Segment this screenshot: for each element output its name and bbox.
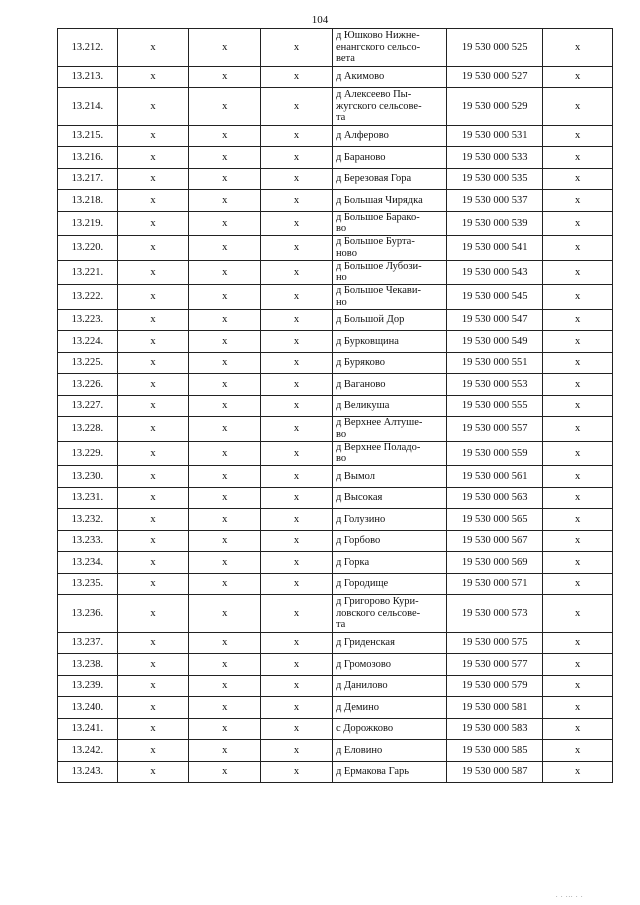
oktmo-code: 19 530 000 549: [447, 331, 543, 353]
settlement-name: д Высокая: [332, 487, 446, 509]
table-row: [58, 125, 613, 147]
cell-x: x: [189, 66, 261, 88]
table-row: [58, 168, 613, 190]
cell-x: x: [261, 88, 333, 126]
row-number: 13.221.: [58, 260, 118, 285]
row-number: 13.222.: [58, 285, 118, 310]
settlement-name: д Горбово: [332, 530, 446, 552]
settlement-name: д Голузино: [332, 509, 446, 531]
settlement-name: д Акимово: [332, 66, 446, 88]
row-number: 13.231.: [58, 487, 118, 509]
table-row: [58, 697, 613, 719]
table-row: [58, 211, 613, 236]
cell-x: x: [261, 654, 333, 676]
table-body: [58, 29, 613, 783]
cell-x: x: [189, 697, 261, 719]
oktmo-code: 19 530 000 561: [447, 466, 543, 488]
settlement-name: д Верхнее Поладо- во: [332, 441, 446, 466]
cell-x: x: [261, 331, 333, 353]
settlement-name: д Еловино: [332, 740, 446, 762]
cell-x: x: [117, 595, 189, 633]
cell-x: x: [117, 632, 189, 654]
cell-x: x: [543, 374, 613, 396]
settlement-name: д Большое Барако- во: [332, 211, 446, 236]
row-number: 13.243.: [58, 761, 118, 783]
cell-x: x: [543, 487, 613, 509]
settlement-name: д Большое Бурта- ново: [332, 236, 446, 261]
row-number: 13.230.: [58, 466, 118, 488]
cell-x: x: [117, 654, 189, 676]
table-row: [58, 29, 613, 67]
cell-x: x: [117, 487, 189, 509]
cell-x: x: [543, 761, 613, 783]
row-number: 13.236.: [58, 595, 118, 633]
cell-x: x: [261, 309, 333, 331]
cell-x: x: [543, 168, 613, 190]
table-row: [58, 466, 613, 488]
cell-x: x: [261, 740, 333, 762]
cell-x: x: [261, 675, 333, 697]
oktmo-code: 19 530 000 565: [447, 509, 543, 531]
settlement-name: д Большая Чирядка: [332, 190, 446, 212]
cell-x: x: [189, 761, 261, 783]
settlement-name: д Большое Чекави- но: [332, 285, 446, 310]
settlement-name: д Березовая Гора: [332, 168, 446, 190]
row-number: 13.223.: [58, 309, 118, 331]
table-row: [58, 395, 613, 417]
oktmo-code: 19 530 000 555: [447, 395, 543, 417]
cell-x: x: [117, 260, 189, 285]
row-number: 13.224.: [58, 331, 118, 353]
table-row: [58, 331, 613, 353]
cell-x: x: [261, 285, 333, 310]
cell-x: x: [543, 573, 613, 595]
oktmo-code: 19 530 000 579: [447, 675, 543, 697]
cell-x: x: [189, 190, 261, 212]
settlement-name: д Верхнее Алтуше- во: [332, 417, 446, 442]
settlement-name: д Великуша: [332, 395, 446, 417]
table-row: [58, 740, 613, 762]
row-number: 13.213.: [58, 66, 118, 88]
cell-x: x: [189, 211, 261, 236]
table-row: [58, 88, 613, 126]
row-number: 13.239.: [58, 675, 118, 697]
cell-x: x: [117, 509, 189, 531]
cell-x: x: [117, 168, 189, 190]
cell-x: x: [261, 718, 333, 740]
cell-x: x: [117, 675, 189, 697]
oktmo-code: 19 530 000 529: [447, 88, 543, 126]
table-row: [58, 441, 613, 466]
cell-x: x: [261, 66, 333, 88]
cell-x: x: [189, 487, 261, 509]
cell-x: x: [261, 168, 333, 190]
settlement-name: д Демино: [332, 697, 446, 719]
cell-x: x: [117, 466, 189, 488]
oktmo-code: 19 530 000 559: [447, 441, 543, 466]
cell-x: x: [189, 675, 261, 697]
table-row: [58, 285, 613, 310]
cell-x: x: [189, 125, 261, 147]
oktmo-code: 19 530 000 531: [447, 125, 543, 147]
oktmo-code: 19 530 000 557: [447, 417, 543, 442]
cell-x: x: [543, 740, 613, 762]
table-row: [58, 530, 613, 552]
cell-x: x: [117, 697, 189, 719]
cell-x: x: [189, 632, 261, 654]
cell-x: x: [261, 417, 333, 442]
oktmo-code: 19 530 000 553: [447, 374, 543, 396]
cell-x: x: [543, 441, 613, 466]
cell-x: x: [261, 374, 333, 396]
cell-x: x: [543, 697, 613, 719]
cell-x: x: [189, 374, 261, 396]
cell-x: x: [261, 595, 333, 633]
cell-x: x: [261, 441, 333, 466]
cell-x: x: [117, 29, 189, 67]
row-number: 13.219.: [58, 211, 118, 236]
cell-x: x: [189, 654, 261, 676]
table-row: [58, 147, 613, 169]
settlement-name: д Алферово: [332, 125, 446, 147]
row-number: 13.233.: [58, 530, 118, 552]
table-row: [58, 417, 613, 442]
cell-x: x: [543, 654, 613, 676]
row-number: 13.217.: [58, 168, 118, 190]
oktmo-code: 19 530 000 551: [447, 352, 543, 374]
table-row: [58, 487, 613, 509]
oktmo-code: 19 530 000 585: [447, 740, 543, 762]
cell-x: x: [543, 147, 613, 169]
oktmo-code: 19 530 000 573: [447, 595, 543, 633]
table-row: [58, 654, 613, 676]
cell-x: x: [543, 595, 613, 633]
cell-x: x: [261, 530, 333, 552]
cell-x: x: [543, 718, 613, 740]
settlement-name: д Ваганово: [332, 374, 446, 396]
cell-x: x: [543, 88, 613, 126]
cell-x: x: [117, 285, 189, 310]
cell-x: x: [543, 675, 613, 697]
cell-x: x: [117, 441, 189, 466]
settlement-name: д Городище: [332, 573, 446, 595]
oktmo-code: 19 530 000 541: [447, 236, 543, 261]
table-row: [58, 236, 613, 261]
table-row: [58, 309, 613, 331]
oktmo-code: 19 530 000 581: [447, 697, 543, 719]
cell-x: x: [261, 552, 333, 574]
cell-x: x: [189, 509, 261, 531]
cell-x: x: [117, 147, 189, 169]
cell-x: x: [261, 147, 333, 169]
cell-x: x: [117, 331, 189, 353]
cell-x: x: [261, 260, 333, 285]
cell-x: x: [117, 352, 189, 374]
cell-x: x: [261, 352, 333, 374]
settlement-name: с Дорожково: [332, 718, 446, 740]
cell-x: x: [117, 761, 189, 783]
table-row: [58, 66, 613, 88]
cell-x: x: [117, 374, 189, 396]
cell-x: x: [189, 29, 261, 67]
table-row: [58, 761, 613, 783]
settlement-name: д Громозово: [332, 654, 446, 676]
cell-x: x: [261, 573, 333, 595]
row-number: 13.232.: [58, 509, 118, 531]
cell-x: x: [117, 66, 189, 88]
row-number: 13.238.: [58, 654, 118, 676]
cell-x: x: [543, 211, 613, 236]
cell-x: x: [189, 417, 261, 442]
cell-x: x: [117, 740, 189, 762]
settlement-name: д Горка: [332, 552, 446, 574]
row-number: 13.240.: [58, 697, 118, 719]
cell-x: x: [189, 168, 261, 190]
cell-x: x: [189, 552, 261, 574]
oktmo-code: 19 530 000 563: [447, 487, 543, 509]
cell-x: x: [261, 466, 333, 488]
cell-x: x: [261, 236, 333, 261]
cell-x: x: [189, 147, 261, 169]
oktmo-code: 19 530 000 575: [447, 632, 543, 654]
row-number: 13.215.: [58, 125, 118, 147]
cell-x: x: [189, 285, 261, 310]
oktmo-code: 19 530 000 571: [447, 573, 543, 595]
cell-x: x: [543, 285, 613, 310]
settlement-name: д Бурковщина: [332, 331, 446, 353]
oktmo-code: 19 530 000 525: [447, 29, 543, 67]
cell-x: x: [543, 466, 613, 488]
cell-x: x: [261, 125, 333, 147]
settlement-name: д Вымол: [332, 466, 446, 488]
row-number: 13.235.: [58, 573, 118, 595]
cell-x: x: [261, 29, 333, 67]
settlement-name: д Большой Дор: [332, 309, 446, 331]
cell-x: x: [543, 190, 613, 212]
cell-x: x: [261, 509, 333, 531]
cell-x: x: [117, 236, 189, 261]
row-number: 13.241.: [58, 718, 118, 740]
cell-x: x: [189, 466, 261, 488]
row-number: 13.226.: [58, 374, 118, 396]
cell-x: x: [543, 331, 613, 353]
cell-x: x: [543, 29, 613, 67]
table-row: [58, 632, 613, 654]
table-row: [58, 595, 613, 633]
cell-x: x: [117, 88, 189, 126]
settlement-name: д Ермакова Гарь: [332, 761, 446, 783]
cell-x: x: [261, 487, 333, 509]
cell-x: x: [189, 88, 261, 126]
cell-x: x: [189, 740, 261, 762]
cell-x: x: [543, 632, 613, 654]
row-number: 13.212.: [58, 29, 118, 67]
settlement-name: д Большое Лубози- но: [332, 260, 446, 285]
settlement-name: д Данилово: [332, 675, 446, 697]
cell-x: x: [189, 595, 261, 633]
cell-x: x: [117, 190, 189, 212]
oktmo-code: 19 530 000 527: [447, 66, 543, 88]
cell-x: x: [261, 395, 333, 417]
oktmo-code: 19 530 000 543: [447, 260, 543, 285]
row-number: 13.229.: [58, 441, 118, 466]
oktmo-code: 19 530 000 577: [447, 654, 543, 676]
cell-x: x: [543, 352, 613, 374]
cell-x: x: [189, 352, 261, 374]
oktmo-code: 19 530 000 587: [447, 761, 543, 783]
scan-artifacts: . . ... . .: [556, 893, 584, 899]
oktmo-code: 19 530 000 539: [447, 211, 543, 236]
cell-x: x: [261, 632, 333, 654]
settlement-name: д Юшково Нижне- енангского сельсо- вета: [332, 29, 446, 67]
cell-x: x: [117, 530, 189, 552]
cell-x: x: [261, 211, 333, 236]
cell-x: x: [189, 530, 261, 552]
cell-x: x: [189, 260, 261, 285]
settlement-name: д Алексеево Пы- жугского сельсове- та: [332, 88, 446, 126]
row-number: 13.242.: [58, 740, 118, 762]
cell-x: x: [261, 761, 333, 783]
settlements-table: [57, 28, 613, 783]
table-row: [58, 509, 613, 531]
cell-x: x: [189, 441, 261, 466]
cell-x: x: [117, 125, 189, 147]
table-row: [58, 573, 613, 595]
page-number: 104: [311, 14, 329, 26]
oktmo-code: 19 530 000 545: [447, 285, 543, 310]
cell-x: x: [543, 395, 613, 417]
row-number: 13.225.: [58, 352, 118, 374]
row-number: 13.216.: [58, 147, 118, 169]
row-number: 13.227.: [58, 395, 118, 417]
row-number: 13.237.: [58, 632, 118, 654]
cell-x: x: [261, 190, 333, 212]
settlement-name: д Григорово Кури- ловского сельсове- та: [332, 595, 446, 633]
oktmo-code: 19 530 000 533: [447, 147, 543, 169]
row-number: 13.228.: [58, 417, 118, 442]
cell-x: x: [543, 552, 613, 574]
cell-x: x: [543, 66, 613, 88]
cell-x: x: [117, 718, 189, 740]
cell-x: x: [117, 309, 189, 331]
row-number: 13.220.: [58, 236, 118, 261]
cell-x: x: [117, 395, 189, 417]
cell-x: x: [189, 395, 261, 417]
row-number: 13.234.: [58, 552, 118, 574]
cell-x: x: [189, 331, 261, 353]
oktmo-code: 19 530 000 547: [447, 309, 543, 331]
table-row: [58, 374, 613, 396]
cell-x: x: [543, 509, 613, 531]
row-number: 13.218.: [58, 190, 118, 212]
cell-x: x: [189, 309, 261, 331]
oktmo-code: 19 530 000 583: [447, 718, 543, 740]
cell-x: x: [117, 417, 189, 442]
table-row: [58, 718, 613, 740]
cell-x: x: [543, 260, 613, 285]
oktmo-code: 19 530 000 537: [447, 190, 543, 212]
cell-x: x: [117, 573, 189, 595]
cell-x: x: [543, 417, 613, 442]
cell-x: x: [117, 552, 189, 574]
cell-x: x: [189, 718, 261, 740]
oktmo-code: 19 530 000 569: [447, 552, 543, 574]
cell-x: x: [189, 236, 261, 261]
oktmo-code: 19 530 000 567: [447, 530, 543, 552]
table-row: [58, 260, 613, 285]
cell-x: x: [543, 236, 613, 261]
table-row: [58, 675, 613, 697]
cell-x: x: [543, 530, 613, 552]
cell-x: x: [543, 309, 613, 331]
table-row: [58, 352, 613, 374]
table-row: [58, 552, 613, 574]
settlement-name: д Бараново: [332, 147, 446, 169]
cell-x: x: [261, 697, 333, 719]
cell-x: x: [117, 211, 189, 236]
cell-x: x: [189, 573, 261, 595]
settlement-name: д Буряково: [332, 352, 446, 374]
cell-x: x: [543, 125, 613, 147]
table-row: [58, 190, 613, 212]
oktmo-code: 19 530 000 535: [447, 168, 543, 190]
settlement-name: д Гриденская: [332, 632, 446, 654]
row-number: 13.214.: [58, 88, 118, 126]
